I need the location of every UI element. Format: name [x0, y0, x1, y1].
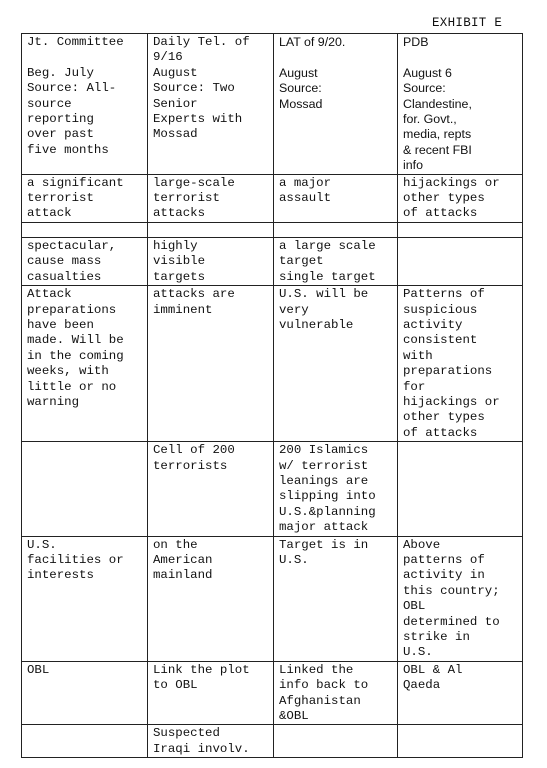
table-cell: 200 Islamics w/ terrorist leanings are slipping into U.S.&planning major attack: [274, 442, 398, 536]
table-cell: attacks are imminent: [148, 286, 274, 442]
table-cell: [274, 222, 398, 237]
table-cell: Linked the info back to Afghanistan &OBL: [274, 661, 398, 725]
table-cell: spectacular, cause mass casualties: [22, 237, 148, 285]
table-cell: a significant terrorist attack: [22, 174, 148, 222]
table-row: [22, 34, 523, 175]
table-cell: [274, 725, 398, 758]
table-cell: [22, 442, 148, 536]
table-row: [22, 174, 523, 222]
table-cell: Target is in U.S.: [274, 536, 398, 661]
table-cell: Attack preparations have been made. Will be in the coming weeks, with little or no warning: [22, 286, 148, 442]
table-cell: a major assault: [274, 174, 398, 222]
table-cell: [22, 222, 148, 237]
table-cell: LAT of 9/20. August Source: Mossad: [274, 34, 398, 175]
table-row: [22, 661, 523, 725]
table-cell: [22, 725, 148, 758]
table-cell: highly visible targets: [148, 237, 274, 285]
table-cell: Patterns of suspicious activity consistent with preparations for hijackings or other types of attacks: [398, 286, 523, 442]
table-cell: on the American mainland: [148, 536, 274, 661]
table-cell: [398, 237, 523, 285]
table-row: [22, 222, 523, 237]
table-cell: Link the plot to OBL: [148, 661, 274, 725]
table-cell: [148, 222, 274, 237]
table-cell: OBL & Al Qaeda: [398, 661, 523, 725]
table-cell: U.S. facilities or interests: [22, 536, 148, 661]
table-row: [22, 536, 523, 661]
table-cell: PDB August 6 Source: Clandestine, for. Govt., media, repts & recent FBI info: [398, 34, 523, 175]
table-cell: Jt. Committee Beg. July Source: All- source reporting over past five months: [22, 34, 148, 175]
table-cell: large-scale terrorist attacks: [148, 174, 274, 222]
table-cell: Cell of 200 terrorists: [148, 442, 274, 536]
table-row: [22, 237, 523, 285]
table-cell: [398, 442, 523, 536]
table-row: [22, 442, 523, 536]
comparison-table: [21, 33, 523, 758]
table-row: [22, 725, 523, 758]
table-cell: Suspected Iraqi involv.: [148, 725, 274, 758]
table-cell: OBL: [22, 661, 148, 725]
table-cell: Daily Tel. of 9/16 August Source: Two Senior Experts with Mossad: [148, 34, 274, 175]
table-cell: a large scale target single target: [274, 237, 398, 285]
exhibit-label: EXHIBIT E: [432, 16, 503, 30]
table-cell: hijackings or other types of attacks: [398, 174, 523, 222]
table-cell: [398, 222, 523, 237]
table-cell: Above patterns of activity in this country; OBL determined to strike in U.S.: [398, 536, 523, 661]
table-cell: U.S. will be very vulnerable: [274, 286, 398, 442]
table-cell: [398, 725, 523, 758]
table-row: [22, 286, 523, 442]
